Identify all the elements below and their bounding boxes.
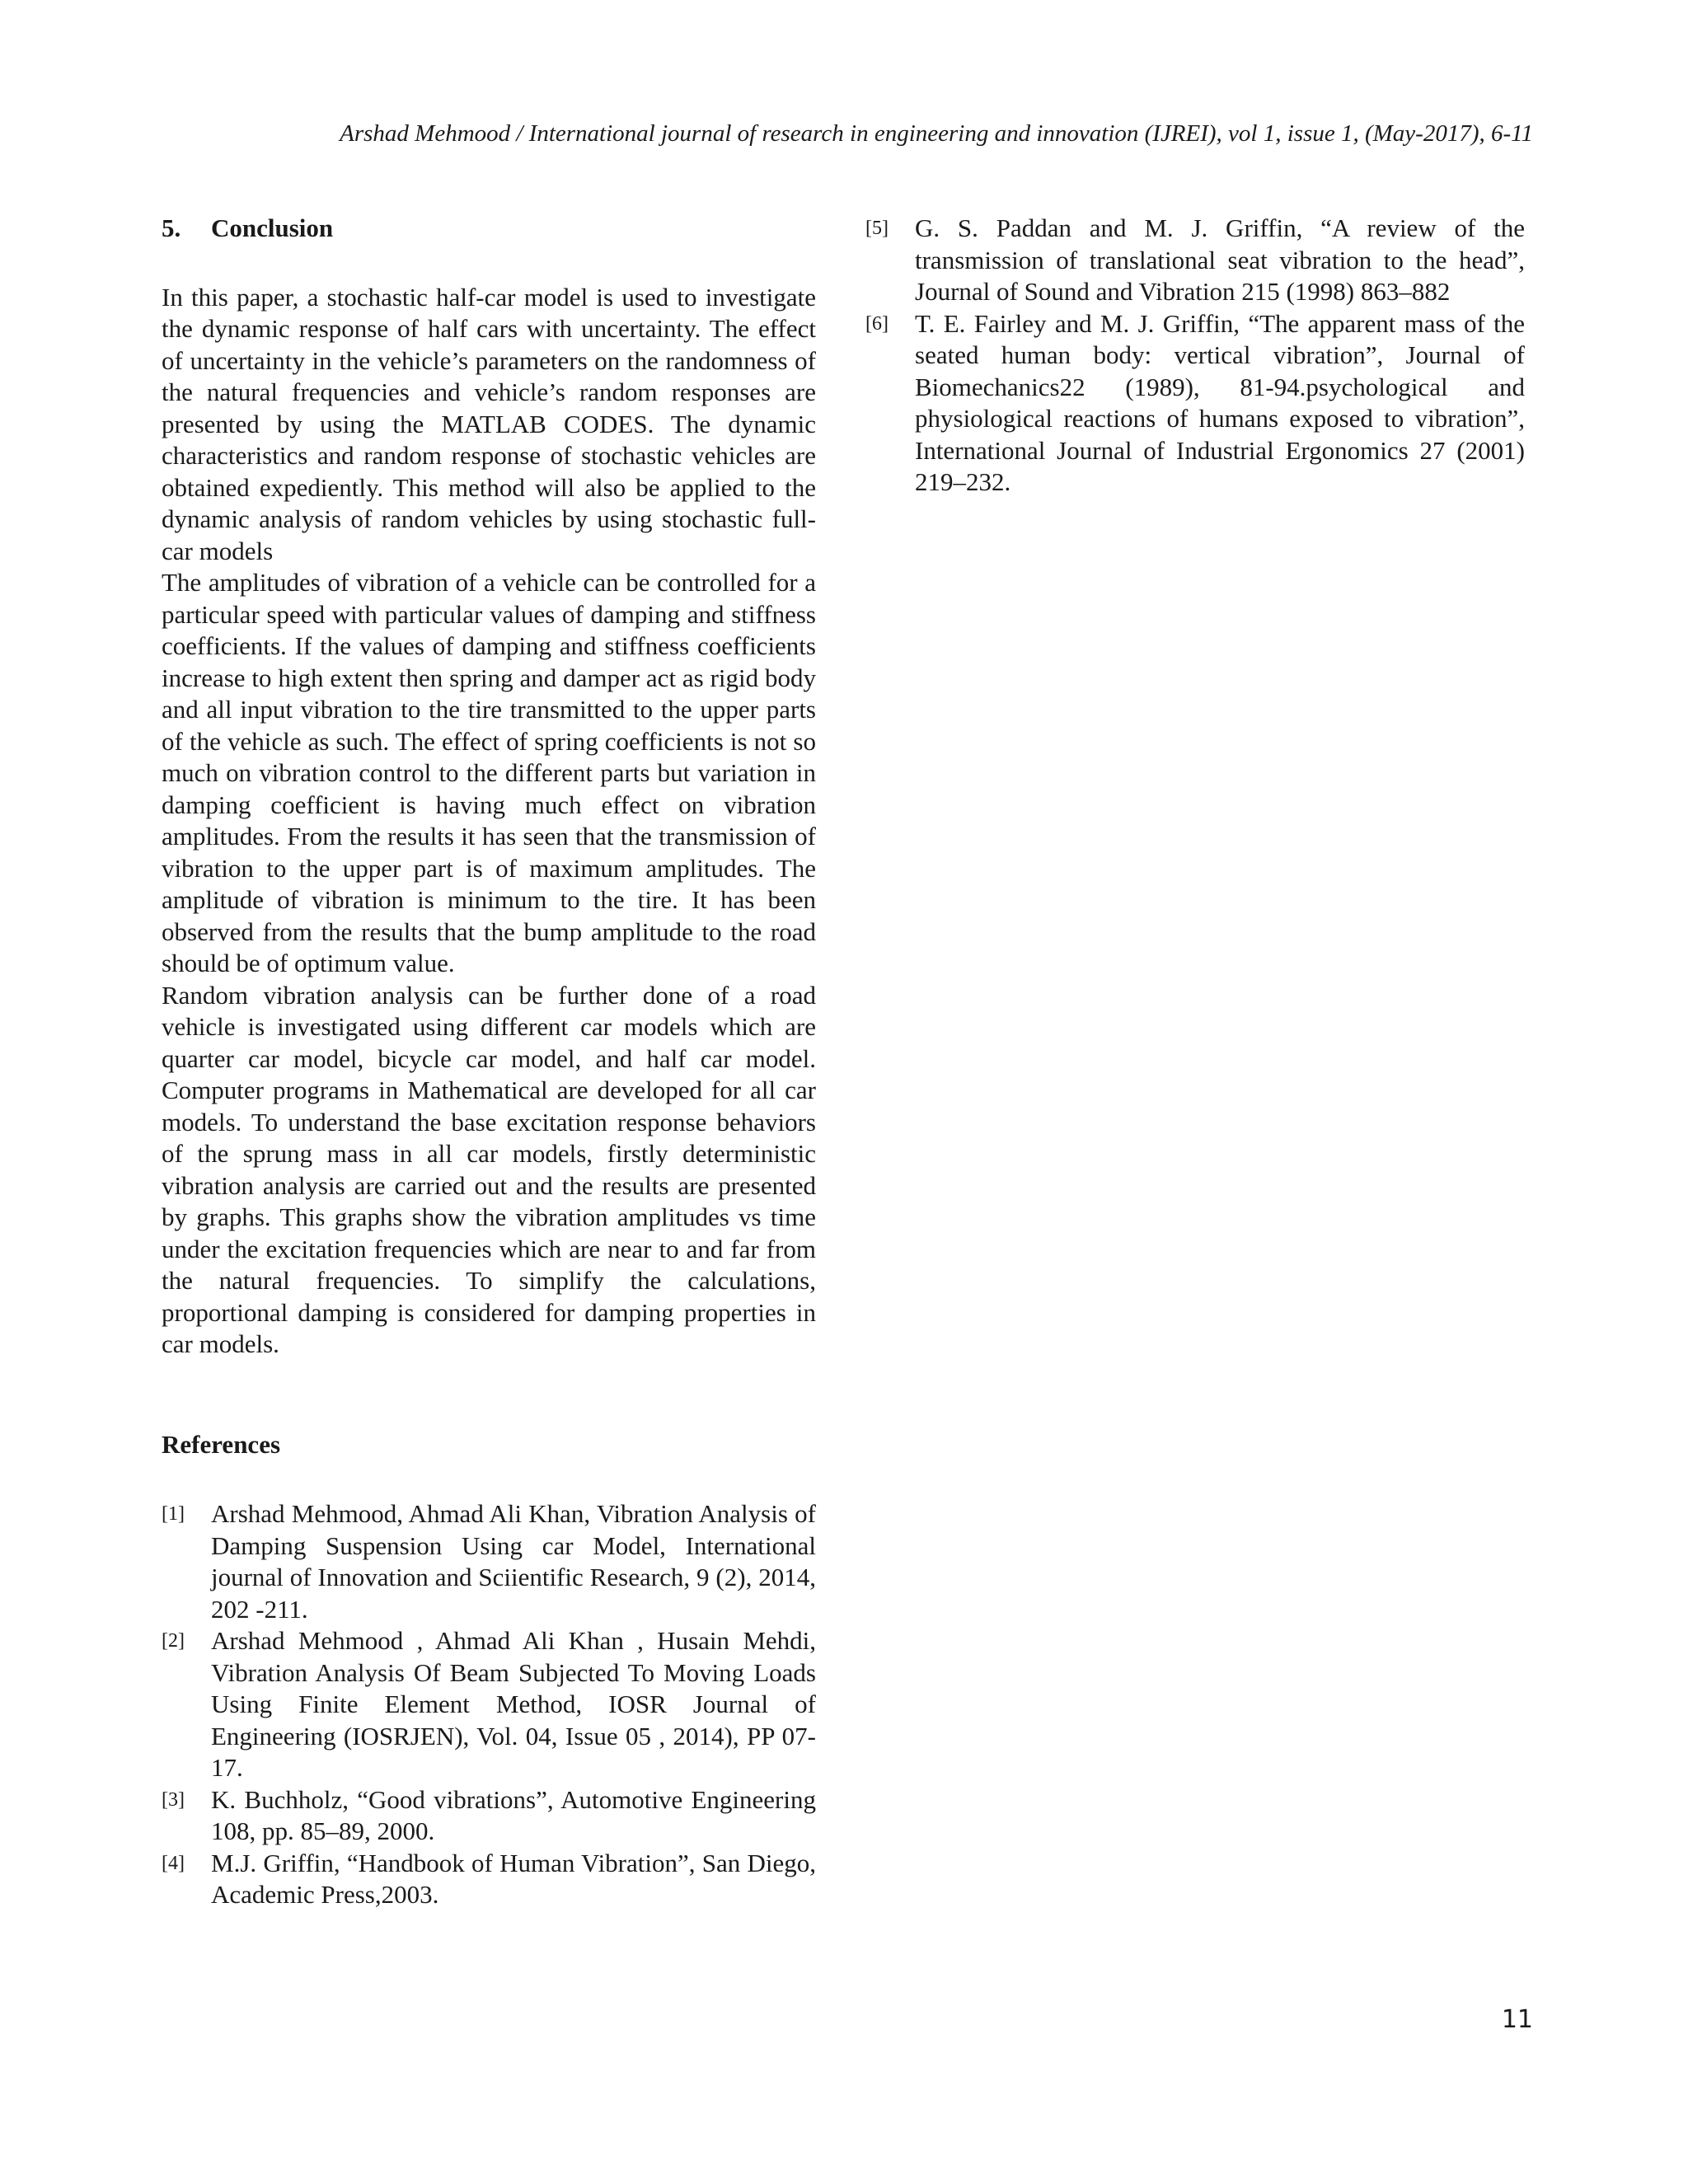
reference-text: Arshad Mehmood , Ahmad Ali Khan , Husain Mehdi, Vibration Analysis Of Beam Subjected To Moving Loads Using Finite Element Method, IOSR Journal of Engineering (IOSRJEN), Vol. 04, Issue 05 , 2014), PP 07-17. [211,1626,816,1782]
reference-number: [2] [162,1630,185,1652]
reference-list-right [865,213,1525,499]
page-number: 11 [1501,2005,1533,2034]
reference-number: [5] [865,218,889,239]
reference-text: K. Buchholz, “Good vibrations”, Automotive Engineering 108, pp. 85–89, 2000. [211,1784,816,1845]
section-title: Conclusion [211,213,334,242]
reference-text: G. S. Paddan and M. J. Griffin, “A review of the transmission of translational seat vibration to the head”, Journal of Sound and Vibration 215 (1998) 863–882 [915,213,1525,306]
reference-item-4 [162,1848,816,1911]
reference-item-3 [162,1784,816,1848]
reference-number: [1] [162,1503,185,1525]
reference-text: T. E. Fairley and M. J. Griffin, “The apparent mass of the seated human body: vertical vibration”, Journal of Biomechanics22 (1989), 81-94.psychological and physiological reactions of humans exposed to vibration”, International Journal of Industrial Ergonomics 27 (2001) 219–232. [915,308,1525,496]
reference-text: M.J. Griffin, “Handbook of Human Vibration”, San Diego, Academic Press,2003. [211,1848,816,1909]
references-heading: References [162,1429,281,1459]
reference-number: [6] [865,312,889,335]
section-heading-conclusion [162,213,816,245]
reference-item-1 [162,1498,816,1625]
conclusion-paragraph-3: Random vibration analysis can be further done of a road vehicle is investigated using different car models which are quarter car model, bicycle car model, and half car model. Computer programs in Mathematical are developed for all car models. To understand the base excitation response behaviors of the sprung mass in all car models, firstly deterministic vibration analysis are carried out and the results are presented by graphs. This graphs show the vibration amplitudes vs time under the excitation frequencies which are near to and far from the natural frequencies. To simplify the calculations, proportional damping is considered for damping properties in car models. [162,980,816,1358]
running-header: Arshad Mehmood / International journal of research in engineering and innovation (IJREI), vol 1, issue 1, (May-2017), 6-11 [340,120,1533,147]
conclusion-paragraph-1: In this paper, a stochastic half-car model is used to investigate the dynamic response of half cars with uncertainty. The effect of uncertainty in the vehicle’s parameters on the randomness of the natural frequencies and vehicle’s random responses are presented by using the MATLAB CODES. The dynamic characteristics and random response of stochastic vehicles are obtained expediently. This method will also be applied to the dynamic analysis of random vehicles by using stochastic full-car models [162,282,816,565]
reference-list-left [162,1498,816,1911]
reference-item-2 [162,1625,816,1784]
right-column [865,213,1525,499]
section-number: 5. [162,213,181,242]
reference-number: [3] [162,1788,185,1811]
reference-item-5 [865,213,1525,308]
reference-item-6 [865,308,1525,499]
conclusion-paragraph-2: The amplitudes of vibration of a vehicle can be controlled for a particular speed with particular values of damping and stiffness coefficients. If the values of damping and stiffness coefficients increase to high extent then spring and damper act as rigid body and all input vibration to the tire transmitted to the upper parts of the vehicle as such. The effect of spring coefficients is not so much on vibration control to the different parts but variation in damping coefficient is having much effect on vibration amplitudes. From the results it has seen that the transmission of vibration to the upper part is of maximum amplitudes. The amplitude of vibration is minimum to the tire. It has been observed from the results that the bump amplitude to the road should be of optimum value. [162,568,816,977]
left-column [162,213,816,1911]
reference-text: Arshad Mehmood, Ahmad Ali Khan, Vibration Analysis of Damping Suspension Using car Model, International journal of Innovation and Sciientific Research, 9 (2), 2014, 202 -211. [211,1499,816,1624]
reference-number: [4] [162,1852,185,1874]
